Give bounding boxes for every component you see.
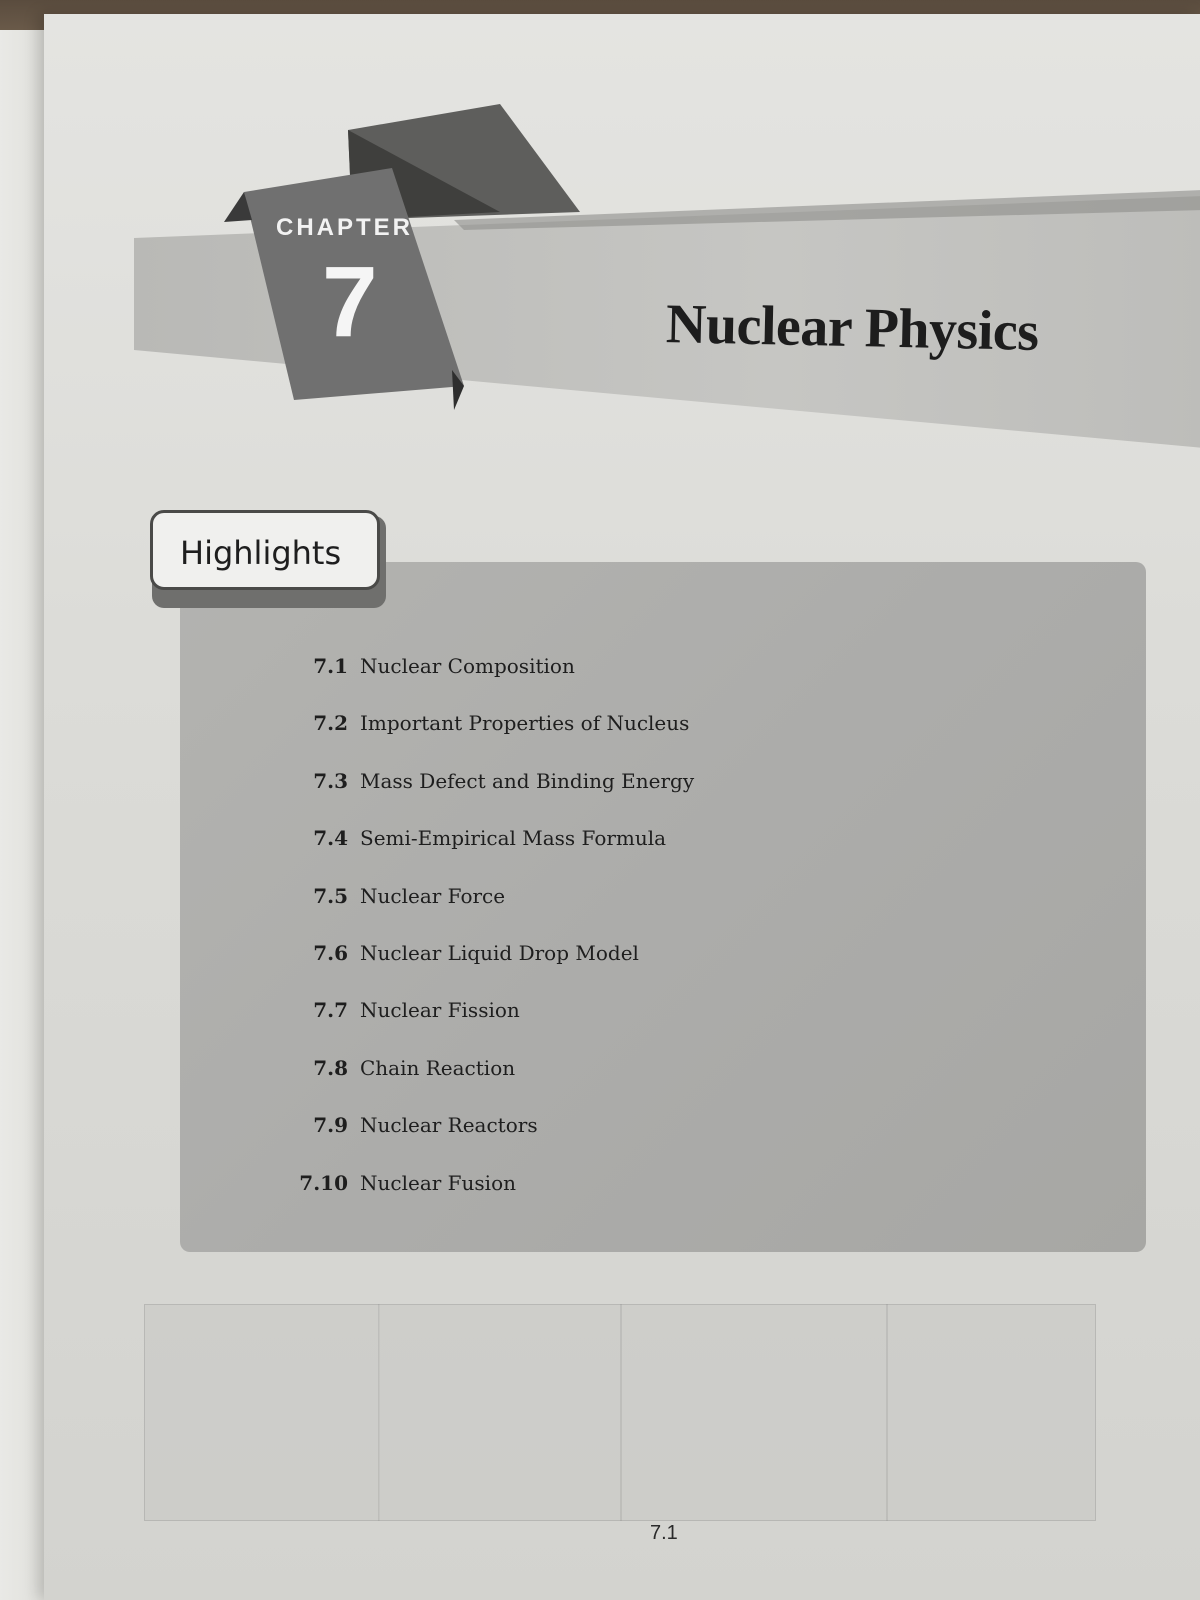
chapter-number: 7 [322, 246, 378, 358]
section-title: Semi-Empirical Mass Formula [360, 826, 667, 851]
list-item [280, 1113, 694, 1170]
section-title: Mass Defect and Binding Energy [360, 768, 695, 793]
list-item [280, 1056, 694, 1113]
section-title: Nuclear Liquid Drop Model [360, 940, 639, 965]
list-item [280, 826, 694, 883]
section-number: 7.8 [313, 1055, 348, 1080]
section-title: Nuclear Reactors [360, 1113, 538, 1138]
list-item [280, 1171, 694, 1228]
section-title: Nuclear Force [360, 883, 506, 908]
section-title: Important Properties of Nucleus [360, 711, 690, 736]
section-number: 7.3 [313, 768, 348, 793]
section-title: Nuclear Composition [360, 654, 575, 678]
chapter-label: CHAPTER [276, 214, 414, 241]
section-number: 7.1 [313, 654, 348, 678]
list-item [280, 884, 694, 941]
highlights-list [280, 654, 694, 1228]
list-item [280, 941, 694, 998]
section-number: 7.7 [313, 998, 348, 1023]
show-through-table [144, 1304, 1096, 1521]
section-title: Nuclear Fusion [360, 1170, 516, 1195]
list-item [280, 998, 694, 1055]
section-title: Chain Reaction [360, 1055, 516, 1080]
section-number: 7.9 [313, 1113, 348, 1138]
section-number: 7.4 [313, 826, 348, 851]
chapter-title: Nuclear Physics [665, 293, 1040, 363]
list-item [280, 654, 694, 711]
section-number: 7.5 [313, 883, 348, 908]
page-number: 7.1 [650, 1522, 678, 1544]
list-item [280, 769, 694, 826]
section-number: 7.10 [299, 1170, 348, 1195]
highlights-heading: Highlights [180, 534, 342, 572]
book-page [44, 14, 1200, 1600]
section-number: 7.6 [313, 940, 348, 965]
section-number: 7.2 [313, 711, 348, 736]
list-item [280, 711, 694, 768]
section-title: Nuclear Fission [360, 998, 520, 1023]
